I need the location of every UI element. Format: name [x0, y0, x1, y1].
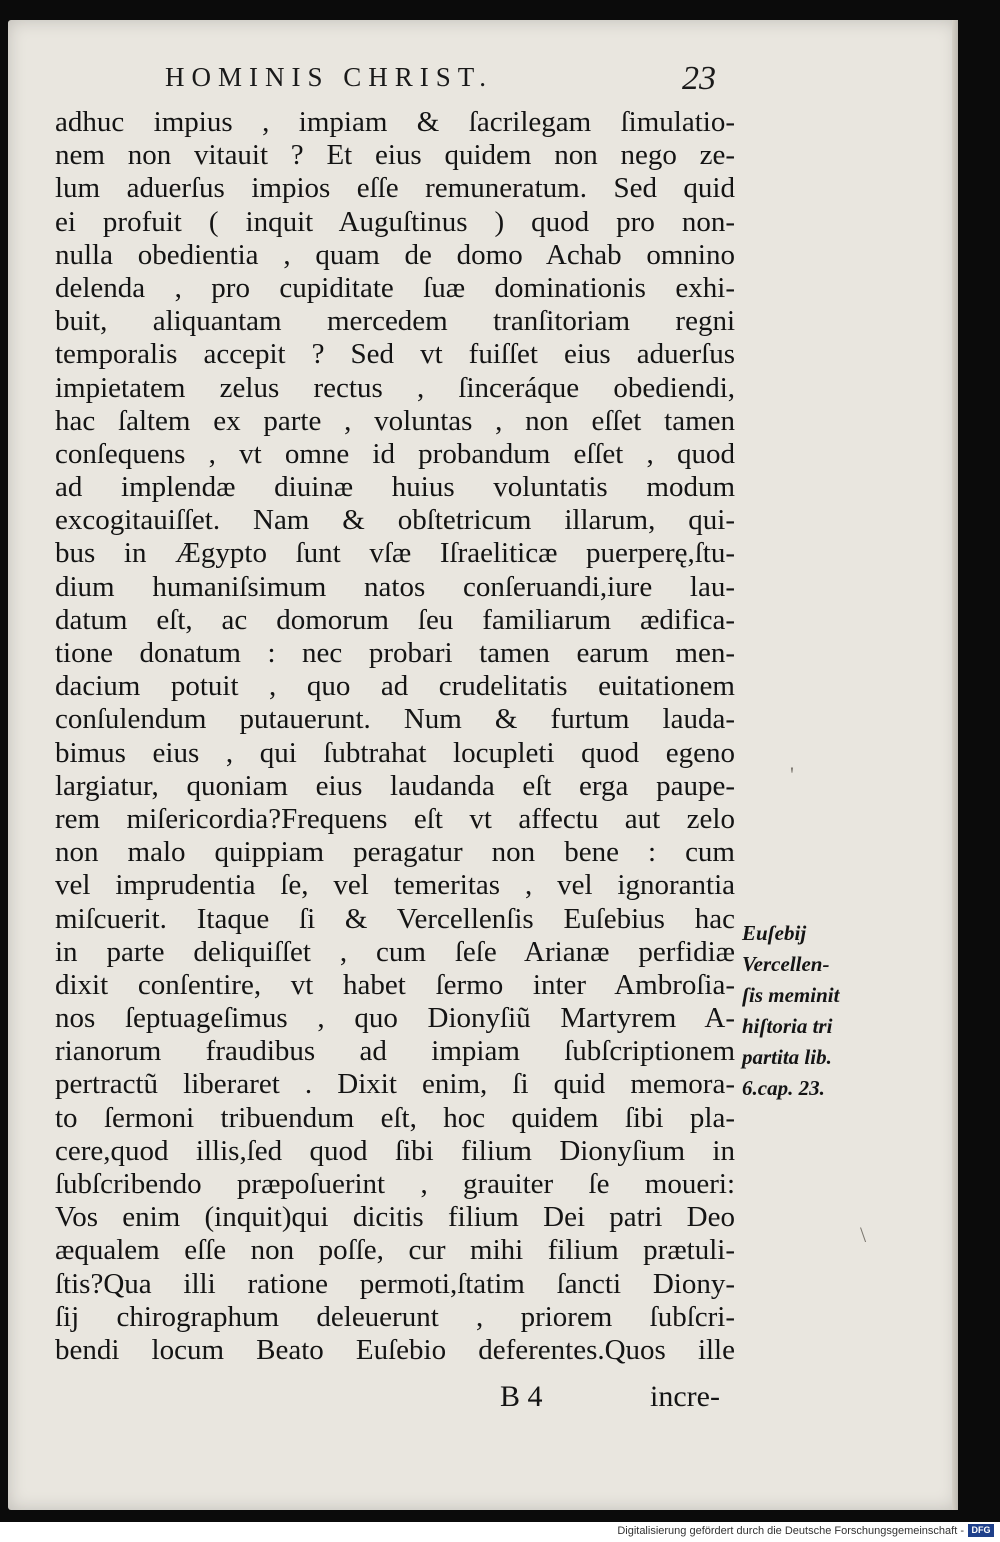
text-line: rianorum fraudibus ad impiam ſubſcriptionem: [55, 1035, 735, 1068]
text-line: dium humaniſsimum natos conſeruandi,iure lau-: [55, 570, 735, 603]
text-line: nos ſeptuageſimus , quo Dionyſiũ Martyrem A-: [55, 1002, 735, 1035]
text-line: æqualem eſſe non poſſe, cur mihi filium prætuli-: [55, 1234, 735, 1267]
marginal-note-line: ſis meminit: [742, 983, 840, 1007]
text-line: adhuc impius , impiam & ſacrilegam ſimulatio-: [55, 106, 735, 138]
marginal-note: [742, 918, 892, 1104]
text-line: miſcuerit. Itaque ſi & Vercellenſis Euſebius hac: [55, 902, 735, 935]
text-line: ad implendæ diuinæ huius voluntatis modum: [55, 471, 735, 504]
text-line: ſij chirographum deleuerunt , priorem ſubſcri-: [55, 1300, 735, 1333]
text-line: impietatem zelus rectus , ſinceráque obediendi,: [55, 371, 735, 404]
text-line: nem non vitauit ? Et eius quidem non nego ze-: [55, 139, 735, 172]
text-line: in parte deliquiſſet , cum ſeſe Arianæ perfidiæ: [55, 935, 735, 968]
text-line: vel imprudentia ſe, vel temeritas , vel ignorantia: [55, 869, 735, 902]
main-text-block: [55, 106, 735, 1367]
text-line: pertractũ liberaret . Dixit enim, ſi quid memora-: [55, 1068, 735, 1101]
text-line: lum aduerſus impios eſſe remuneratum. Sed quid: [55, 172, 735, 205]
text-line: largiatur, quoniam eius laudanda eſt erga paupe-: [55, 769, 735, 802]
text-line: rem miſericordia?Frequens eſt vt affectu aut zelo: [55, 802, 735, 835]
catchword: incre-: [650, 1380, 720, 1413]
marginal-note-line: Vercellen-: [742, 952, 830, 976]
text-line: bimus eius , qui ſubtrahat locupleti quod egeno: [55, 736, 735, 769]
text-line: bus in Ægypto ſunt vſæ Iſraeliticæ puerperę,ſtu-: [55, 537, 735, 570]
ink-speck: ': [790, 762, 794, 787]
text-line: hac ſaltem ex parte , voluntas , non eſſet tamen: [55, 404, 735, 437]
text-line: dacium potuit , quo ad crudelitatis euitationem: [55, 670, 735, 703]
text-line: conſequens , vt omne id probandum eſſet , quod: [55, 437, 735, 470]
text-line: ei profuit ( inquit Auguſtinus ) quod pro non-: [55, 205, 735, 238]
ink-speck: \: [860, 1222, 867, 1247]
text-line: tione donatum : nec probari tamen earum men-: [55, 637, 735, 669]
text-line: bendi locum Beato Euſebio deferentes.Quos ille: [55, 1333, 735, 1366]
text-line: Vos enim (inquit)qui dicitis filium Dei patri Deo: [55, 1201, 735, 1234]
text-line: buit, aliquantam mercedem tranſitoriam regni: [55, 305, 735, 338]
marginal-note-line: Euſebij: [742, 921, 807, 945]
text-line: excogitauiſſet. Nam & obſtetricum illarum, qui-: [55, 504, 735, 537]
text-line: ſtis?Qua illi ratione permoti,ſtatim ſancti Diony-: [55, 1267, 735, 1300]
text-line: ſubſcribendo præpoſuerint , grauiter ſe moueri:: [55, 1168, 735, 1200]
text-line: to ſermoni tribuendum eſt, hoc quidem ſibi pla-: [55, 1101, 735, 1134]
text-line: cere,quod illis,ſed quod ſibi filium Dionyſium in: [55, 1134, 735, 1167]
marginal-note-line: 6.cap. 23.: [742, 1076, 825, 1100]
page-number: 23: [682, 60, 716, 97]
text-line: delenda , pro cupiditate ſuæ dominationis exhi-: [55, 271, 735, 304]
text-line: datum eſt, ac domorum ſeu familiarum ædifica-: [55, 603, 735, 636]
dfg-logo-icon: DFG: [968, 1524, 994, 1537]
marginal-note-line: partita lib.: [742, 1045, 832, 1069]
marginal-note-line: hiſtoria tri: [742, 1014, 833, 1038]
page-edge: [952, 20, 958, 1510]
text-line: temporalis accepit ? Sed vt fuiſſet eius aduerſus: [55, 338, 735, 371]
signature-mark: B 4: [500, 1380, 543, 1413]
text-line: conſulendum putauerunt. Num & furtum lauda-: [55, 703, 735, 736]
text-line: nulla obedientia , quam de domo Achab omnino: [55, 238, 735, 271]
text-line: dixit conſentire, vt habet ſermo inter Ambroſia-: [55, 968, 735, 1001]
text-line: non malo quippiam peragatur non bene : cum: [55, 836, 735, 869]
digitization-credit: Digitalisierung gefördert durch die Deutsche Forschungsgemeinschaft -: [617, 1525, 964, 1537]
running-head: HOMINIS CHRIST.: [165, 62, 494, 92]
